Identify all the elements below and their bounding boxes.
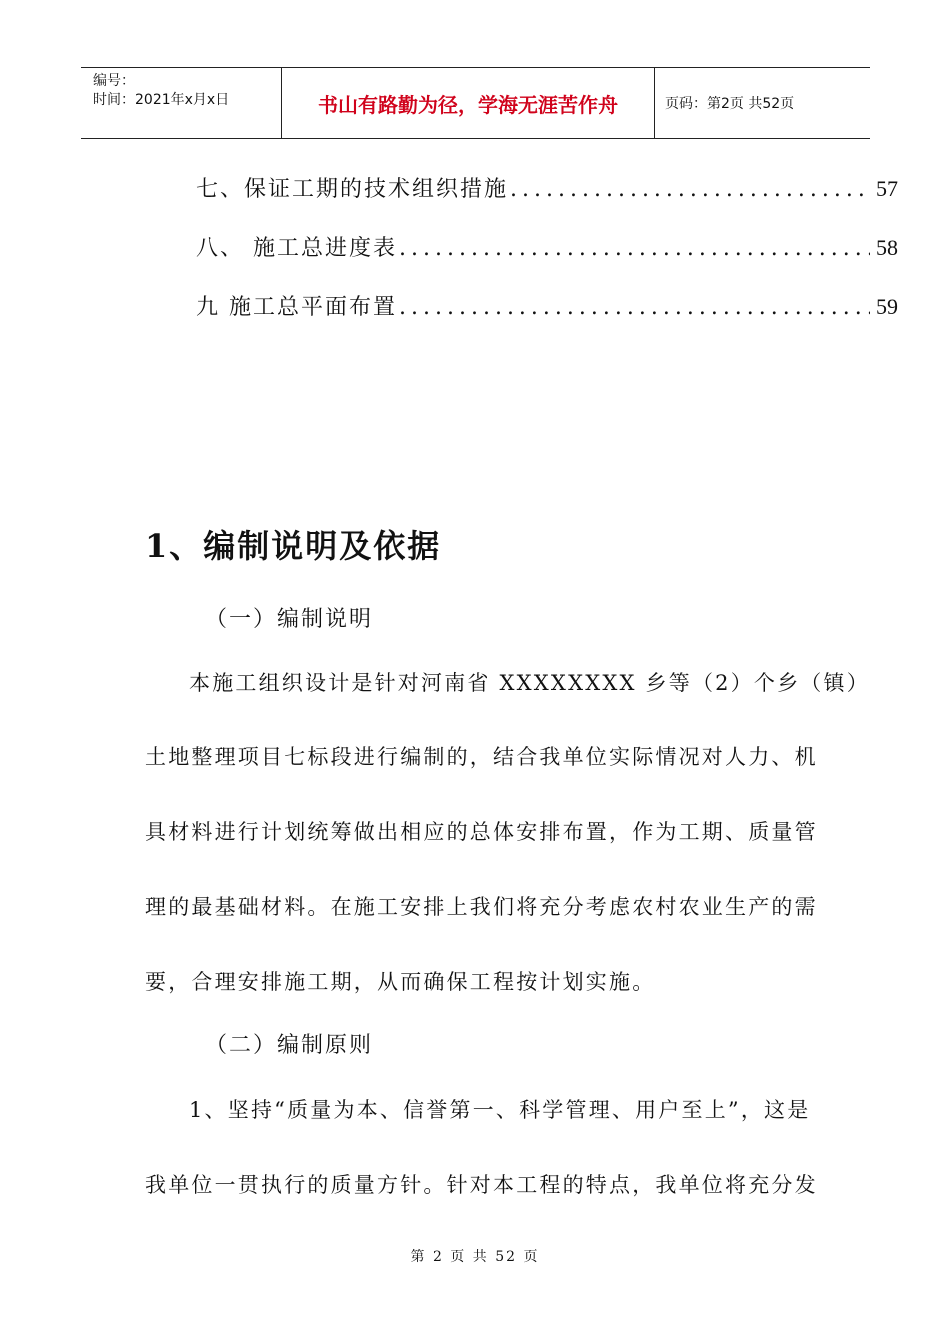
paragraph-line: 1、坚持“质量为本、信誉第一、科学管理、用户至上”，这是 bbox=[189, 1098, 811, 1122]
toc-page: 58 bbox=[876, 235, 898, 260]
header-page-info: 页码：第2页 共52页 bbox=[665, 96, 795, 112]
subsection-title: （二）编制原则 bbox=[205, 1033, 374, 1058]
paragraph-line: 理的最基础材料。在施工安排上我们将充分考虑农村农业生产的需 bbox=[145, 895, 818, 919]
toc-leader bbox=[399, 236, 870, 261]
paragraph-line: 本施工组织设计是针对河南省 XXXXXXXX 乡等（2）个乡（镇） bbox=[189, 671, 870, 695]
toc-leader bbox=[510, 177, 870, 202]
toc-entry bbox=[196, 172, 898, 203]
toc-label: 八、 施工总进度表 bbox=[196, 236, 397, 261]
paragraph-line: 具材料进行计划统筹做出相应的总体安排布置，作为工期、质量管 bbox=[145, 820, 818, 844]
paragraph-line: 土地整理项目七标段进行编制的，结合我单位实际情况对人力、机 bbox=[145, 745, 818, 769]
toc-page: 59 bbox=[876, 294, 898, 319]
number-label: 编号： bbox=[93, 73, 135, 89]
paragraph-line: 要，合理安排施工期，从而确保工程按计划实施。 bbox=[145, 970, 656, 994]
page-footer: 第 2 页 共 52 页 bbox=[410, 1249, 540, 1265]
paragraph-line: 我单位一贯执行的质量方针。针对本工程的特点，我单位将充分发 bbox=[145, 1173, 818, 1197]
page-header bbox=[81, 67, 870, 139]
toc-page: 57 bbox=[876, 176, 898, 201]
toc-leader bbox=[399, 295, 870, 320]
header-motto: 书山有路勤为径，学海无涯苦作舟 bbox=[281, 68, 655, 138]
header-meta bbox=[81, 68, 281, 138]
date-label: 时间：2021年x月x日 bbox=[93, 92, 230, 108]
subsection-title: （一）编制说明 bbox=[205, 607, 374, 632]
toc-entry bbox=[196, 290, 898, 321]
toc-entry bbox=[196, 231, 898, 262]
toc-label: 九 施工总平面布置 bbox=[196, 295, 397, 320]
toc-label: 七、保证工期的技术组织措施 bbox=[196, 177, 509, 202]
section-title: 1、编制说明及依据 bbox=[145, 527, 442, 565]
